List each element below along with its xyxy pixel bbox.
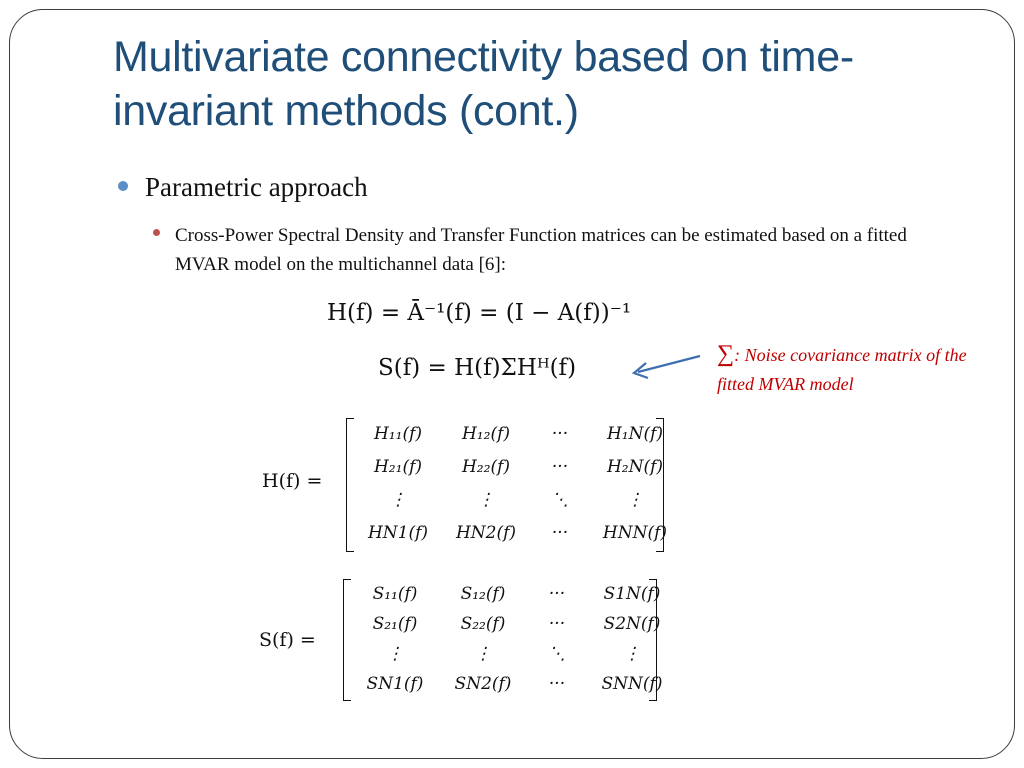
equation-transfer-function: H(f) = Ā⁻¹(f) = (I − A(f))⁻¹: [327, 300, 632, 326]
arrow-icon: [628, 352, 704, 382]
sigma-symbol: ∑: [717, 341, 735, 367]
matrix-cell: ⋮: [623, 644, 641, 664]
matrix-cell: S₁₁(f): [372, 584, 418, 604]
equation-spectral-density: S(f) = H(f)ΣHᴴ(f): [378, 355, 577, 381]
slide-title: Multivariate connectivity based on time-invariant methods (cont.): [113, 33, 854, 135]
matrix-s-grid: [351, 579, 677, 699]
matrix-cell: ···: [548, 614, 566, 634]
matrix-cell: ···: [551, 457, 569, 477]
matrix-cell: H₂₁(f): [373, 457, 422, 477]
matrix-cell: ⋮: [477, 490, 495, 510]
matrix-cell: S₁₂(f): [460, 584, 506, 604]
matrix-cell: ⋮: [626, 490, 644, 510]
matrix-cell: SNN(f): [601, 674, 663, 694]
matrix-h-grid: [354, 418, 680, 550]
matrix-cell: HNN(f): [602, 523, 668, 543]
matrix-cell: HN2(f): [455, 523, 517, 543]
matrix-cell: ···: [548, 674, 566, 694]
matrix-cell: ⋱: [548, 644, 566, 664]
matrix-s-right-bracket: [649, 579, 657, 701]
matrix-cell: ⋮: [474, 644, 492, 664]
matrix-h-left-bracket: [346, 418, 354, 552]
matrix-cell: ⋮: [386, 644, 404, 664]
matrix-cell: S₂₂(f): [460, 614, 506, 634]
matrix-cell: H₂₂(f): [461, 457, 510, 477]
matrix-s-left-bracket: [343, 579, 351, 701]
matrix-cell: SN1(f): [366, 674, 424, 694]
matrix-h-lhs: H(f) =: [262, 470, 323, 492]
matrix-cell: ⋱: [551, 490, 569, 510]
matrix-cell: H₁₁(f): [373, 424, 422, 444]
bullet-dot-icon: [118, 181, 128, 191]
matrix-cell: H₁N(f): [606, 424, 664, 444]
matrix-cell: S₂₁(f): [372, 614, 418, 634]
matrix-cell: SN2(f): [454, 674, 512, 694]
annotation-text: : Noise covariance matrix of the fitted MVAR model: [717, 345, 967, 394]
bullet-level1-text: Parametric approach: [145, 172, 368, 202]
matrix-s-lhs: S(f) =: [259, 629, 316, 651]
matrix-cell: ···: [551, 424, 569, 444]
matrix-cell: ⋮: [389, 490, 407, 510]
matrix-h-right-bracket: [656, 418, 664, 552]
noise-covariance-annotation: [717, 340, 987, 399]
matrix-cell: S2N(f): [603, 614, 661, 634]
matrix-cell: HN1(f): [367, 523, 429, 543]
matrix-cell: ···: [548, 584, 566, 604]
bullet-level2-text: Cross-Power Spectral Density and Transfer Function matrices can be estimated based on a fitted MVAR model on the multichannel data [6]:: [175, 225, 907, 275]
matrix-cell: H₁₂(f): [461, 424, 510, 444]
matrix-cell: H₂N(f): [606, 457, 664, 477]
bullet-dot-icon: [153, 229, 160, 236]
matrix-cell: S1N(f): [603, 584, 661, 604]
matrix-cell: ···: [551, 523, 569, 543]
